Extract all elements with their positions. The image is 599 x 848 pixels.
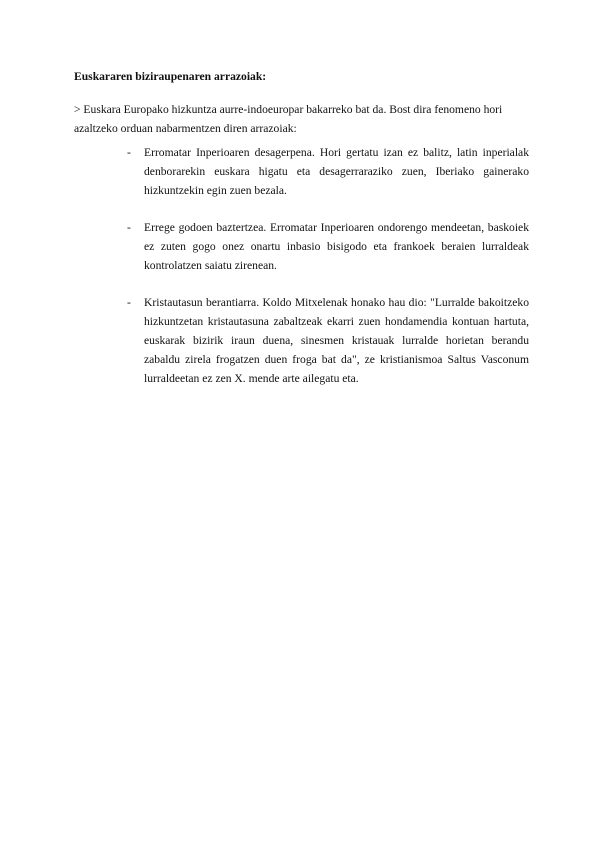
- list-item: [127, 218, 529, 275]
- reasons-list: [127, 143, 529, 406]
- list-bullet: -: [127, 221, 131, 234]
- intro-paragraph: > Euskara Europako hizkuntza aurre-indoeuropar bakarreko bat da. Bost dira fenomeno hori azaltzeko orduan nabarmentzen diren arrazoiak:: [74, 103, 503, 135]
- list-bullet: -: [127, 296, 131, 309]
- document-title: Euskararen biziraupenaren arrazoiak:: [74, 70, 267, 83]
- list-item: [127, 143, 529, 200]
- list-item-text: Kristautasun berantiarra. Koldo Mitxelenak honako hau dio: "Lurralde bakoitzeko hizkuntzetan kristautasuna zabaltzeak ekarri zuen hondamendia kontuan hartuta, euskarak bizirik iraun duena, sinesmen kristauak lurralde horietan berandu zabaldu zirela frogatzen duen froga bat da", ze kristianismoa Saltus Vasconum lurraldeetan ez zen X. mende arte ailegatu eta.: [144, 296, 529, 385]
- list-item: [127, 293, 529, 388]
- list-bullet: -: [127, 146, 131, 159]
- list-item-text: Errege godoen baztertzea. Erromatar Inperioaren ondorengo mendeetan, baskoiek ez zuten gogo onez onartu inbasio bisigodo eta frankoek beraien lurraldeak kontrolatzen saiatu zirenean.: [144, 221, 529, 272]
- list-item-text: Erromatar Inperioaren desagerpena. Hori gertatu izan ez balitz, latin inperialak denborarekin euskara higatu eta desagerraraziko zuen, Iberiako gainerako hizkuntzekin egin zuen bezala.: [144, 146, 529, 197]
